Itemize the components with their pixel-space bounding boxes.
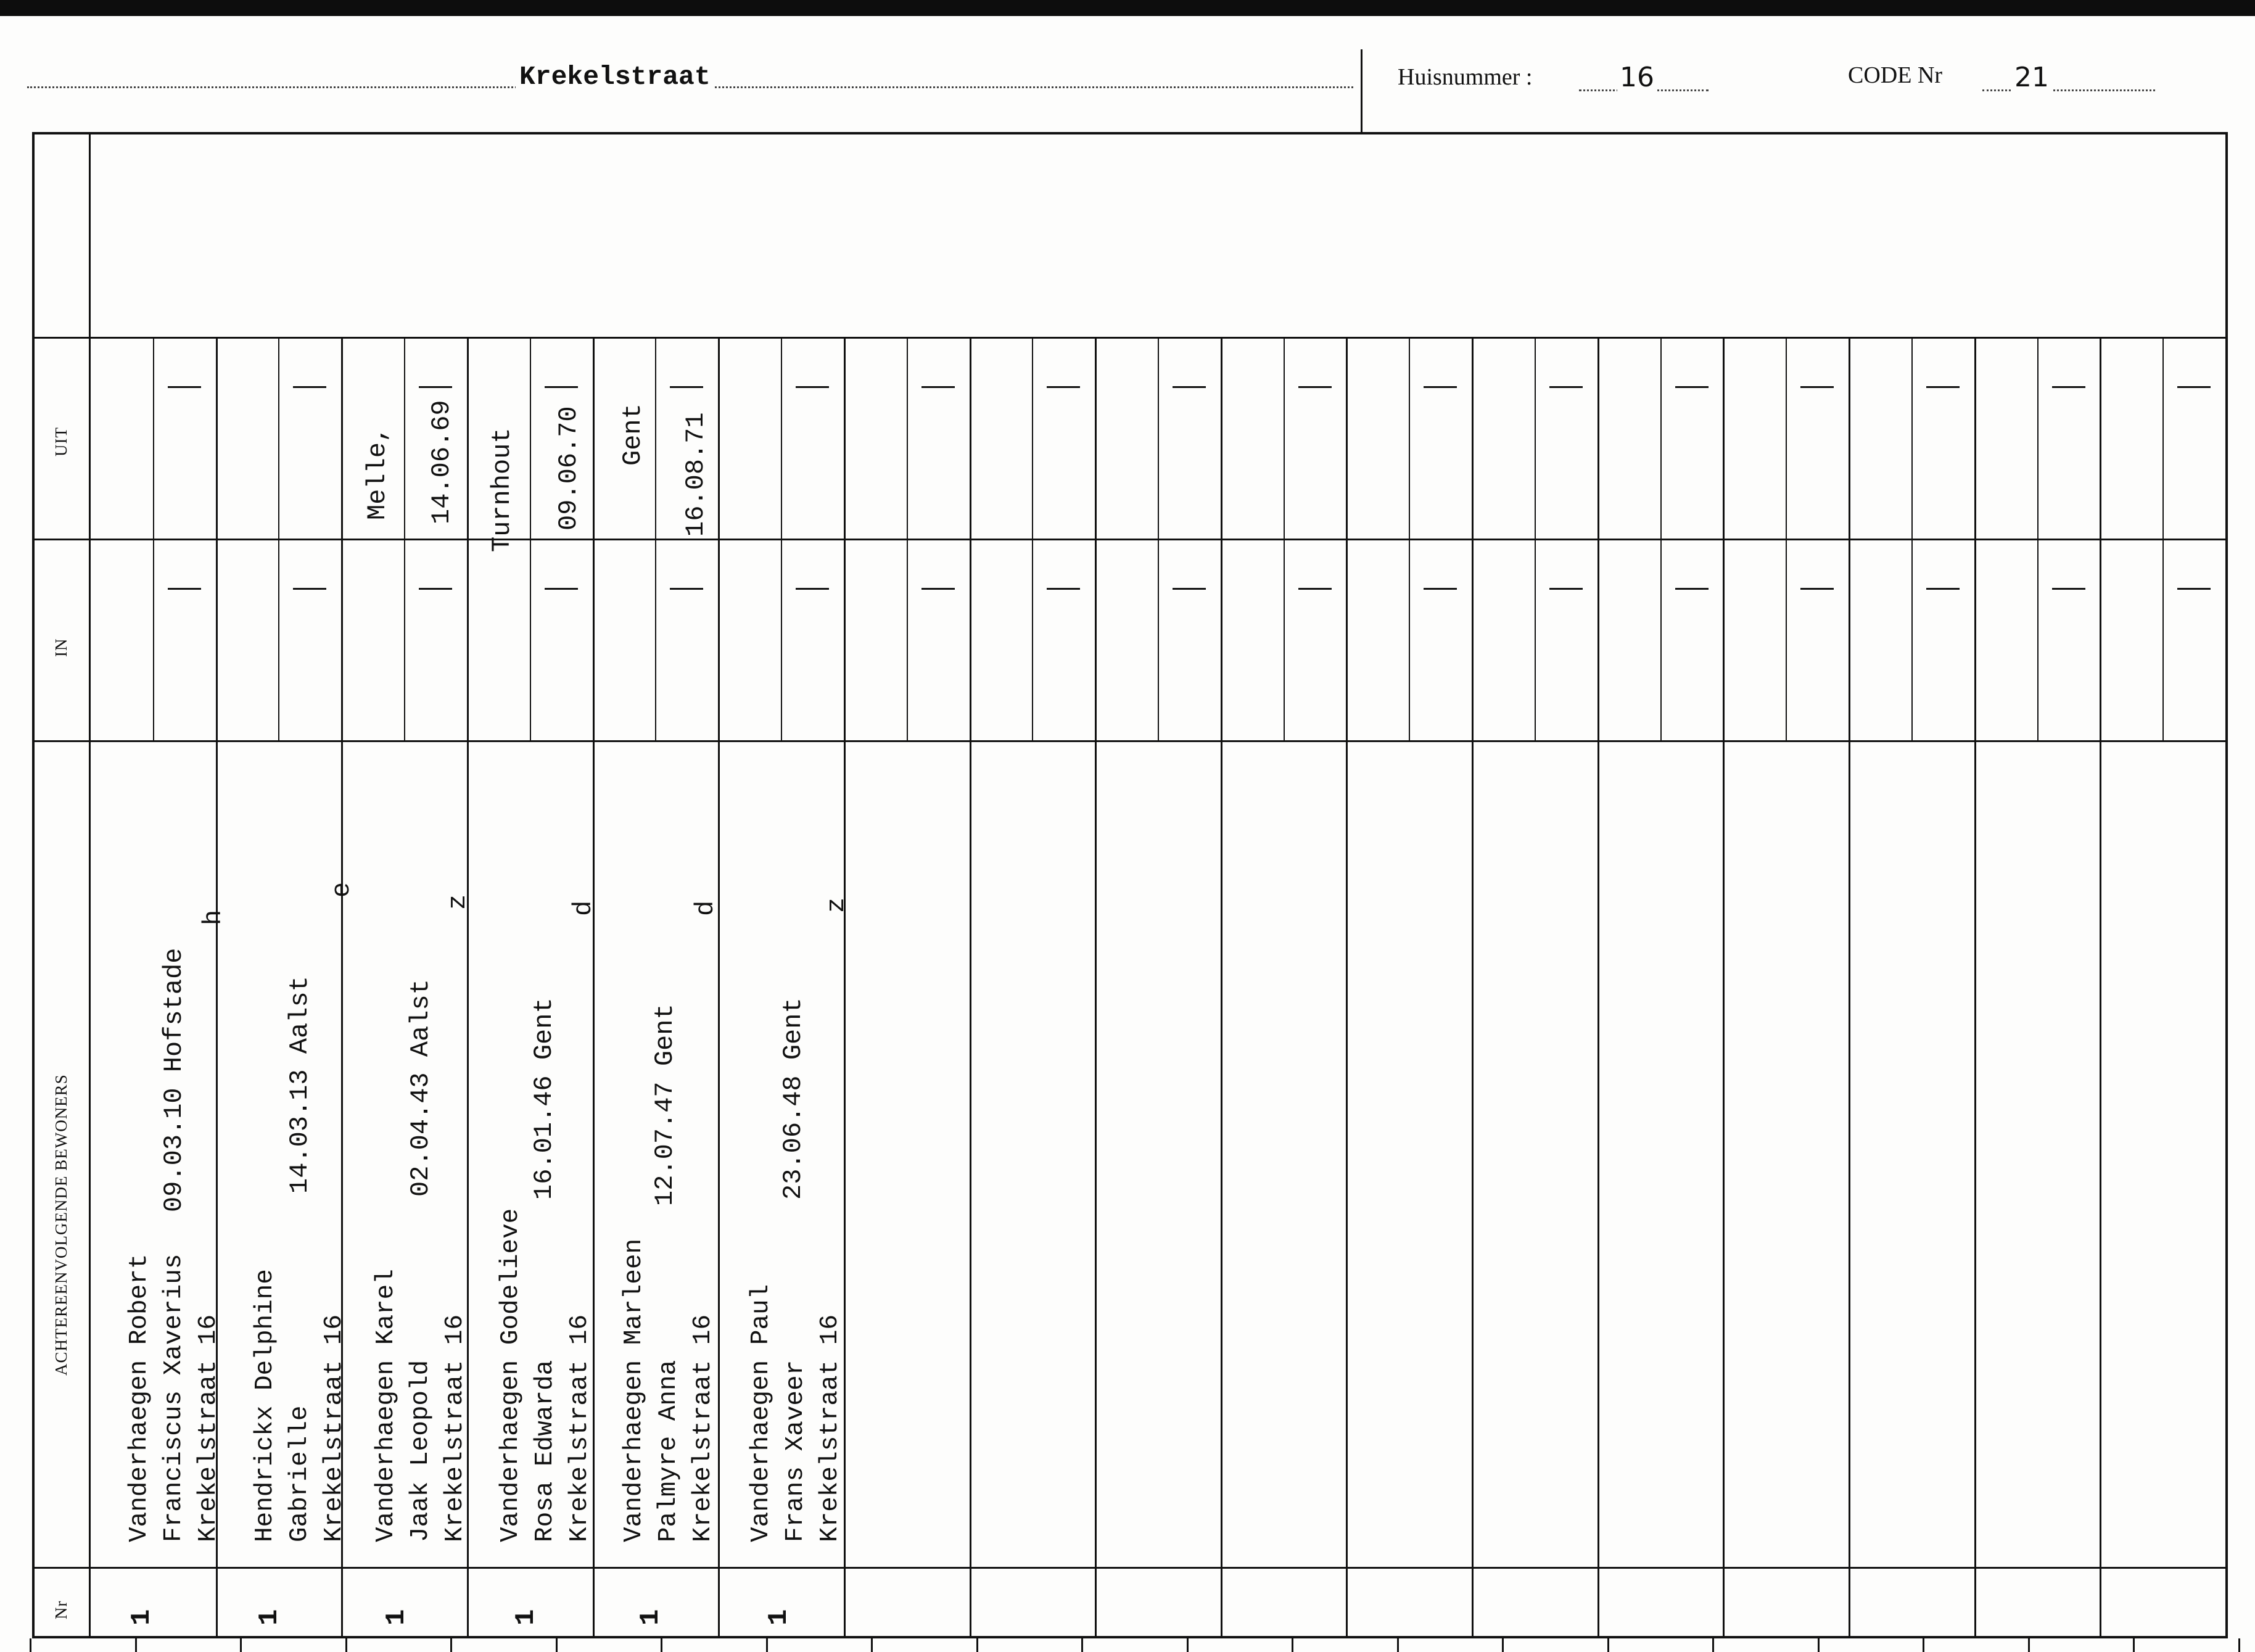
column-divider (2100, 337, 2101, 1637)
code-label: CODE Nr (1848, 62, 1943, 88)
sub-column-divider (655, 337, 656, 741)
resident-2-given-names: Gabrielle (286, 1405, 314, 1542)
resident-5-name: Vanderhaegen Marleen (620, 1238, 648, 1542)
bottom-edge-tick (345, 1638, 347, 1652)
sub-column-divider (278, 337, 279, 741)
resident-4-birth: 16.01.46 Gent (529, 997, 559, 1200)
empty-entry-dash (1424, 386, 1457, 388)
bottom-edge-tick (766, 1638, 768, 1652)
table-bottom-border (32, 1636, 2228, 1638)
resident-4-nr: 1 (511, 1609, 542, 1625)
column-divider (1221, 337, 1222, 1637)
sub-column-divider (1284, 337, 1285, 741)
resident-3-uit-place: Melle, (363, 426, 392, 520)
resident-4-uit-place: Turnhout (487, 427, 517, 552)
resident-4-names (493, 1208, 597, 1542)
empty-entry-dash (545, 386, 578, 388)
empty-entry-dash (670, 386, 703, 388)
empty-entry-dash (2177, 588, 2211, 590)
bottom-edge-tick (2028, 1638, 2030, 1652)
empty-entry-dash (1675, 588, 1709, 590)
code-value: 21 (2012, 62, 2051, 93)
rule-top-section-bottom (32, 337, 2228, 339)
empty-entry-dash (293, 588, 326, 590)
resident-2-nr: 1 (254, 1609, 285, 1625)
house-number-label: Huisnummer : (1398, 64, 1533, 90)
empty-entry-dash (796, 588, 829, 590)
empty-entry-dash (1549, 588, 1583, 590)
resident-6-birth: 23.06.48 Gent (778, 997, 808, 1200)
empty-entry-dash (419, 386, 452, 388)
column-divider (1472, 337, 1474, 1637)
table-left-border (32, 132, 35, 1637)
empty-entry-dash (1926, 588, 1960, 590)
sub-column-divider (1911, 337, 1913, 741)
empty-entry-dash (2177, 386, 2211, 388)
bottom-edge-tick (1818, 1638, 1820, 1652)
bottom-edge-tick (240, 1638, 242, 1652)
resident-2-birth: 14.03.13 Aalst (285, 976, 315, 1194)
resident-6-given-names: Frans Xaveer (781, 1360, 810, 1542)
bottom-edge-tick (2133, 1638, 2135, 1652)
label-column-divider (89, 132, 91, 1637)
resident-6-nr: 1 (764, 1609, 794, 1625)
empty-entry-dash (1800, 386, 1834, 388)
bottom-edge-tick (871, 1638, 873, 1652)
empty-entry-dash (1549, 386, 1583, 388)
column-divider (1974, 337, 1976, 1637)
scan-top-edge (0, 0, 2255, 16)
resident-1-names (122, 1254, 226, 1542)
resident-1-birth: 09.03.10 Hofstade (159, 948, 189, 1212)
empty-entry-dash (545, 588, 578, 590)
empty-entry-dash (168, 588, 201, 590)
resident-1-address: Krekelstraat 16 (194, 1314, 223, 1542)
resident-3-nr: 1 (381, 1609, 412, 1625)
resident-2-code: e (327, 882, 357, 898)
empty-entry-dash (2052, 588, 2085, 590)
sub-column-divider (1032, 337, 1033, 741)
empty-entry-dash (796, 386, 829, 388)
bottom-edge-tick (450, 1638, 452, 1652)
resident-5-nr: 1 (635, 1609, 666, 1625)
resident-1-given-names: Franciscus Xaverius (160, 1253, 188, 1542)
rule-in-bottom (32, 740, 2228, 742)
resident-5-uit-date: 16.08.71 (681, 412, 711, 537)
empty-entry-dash (921, 588, 955, 590)
empty-entry-dash (1047, 588, 1080, 590)
sub-column-divider (1660, 337, 1662, 741)
row-label-residents: ACHTEREENVOLGENDE BEWONERS (52, 1074, 70, 1376)
empty-entry-dash (1298, 386, 1332, 388)
row-label-nr: Nr (52, 1600, 70, 1619)
header-divider (1361, 49, 1362, 132)
house-number-value: 16 (1617, 62, 1657, 93)
code-dotted-line (1982, 89, 2155, 91)
resident-3-address: Krekelstraat 16 (441, 1314, 469, 1542)
street-name: Krekelstraat (516, 62, 714, 92)
resident-6-code: z (822, 897, 851, 913)
sub-column-divider (2162, 337, 2164, 741)
empty-entry-dash (1173, 386, 1206, 388)
bottom-edge-tick (2238, 1638, 2240, 1652)
empty-entry-dash (921, 386, 955, 388)
empty-entry-dash (293, 386, 326, 388)
bottom-edge-tick (1397, 1638, 1399, 1652)
resident-6-names (744, 1284, 847, 1542)
sub-column-divider (2037, 337, 2039, 741)
resident-4-code: d (569, 900, 598, 916)
bottom-edge-tick (661, 1638, 662, 1652)
bottom-edge-tick (1502, 1638, 1504, 1652)
resident-5-uit-place: Gent (618, 403, 648, 466)
resident-5-names (617, 1239, 720, 1542)
resident-4-address: Krekelstraat 16 (566, 1314, 594, 1542)
row-label-uit: UIT (52, 427, 70, 456)
empty-entry-dash (1800, 588, 1834, 590)
empty-entry-dash (670, 588, 703, 590)
empty-entry-dash (168, 386, 201, 388)
row-label-in: IN (52, 638, 70, 657)
rule-uit-bottom (32, 539, 2228, 540)
column-divider (1346, 337, 1348, 1637)
column-divider (970, 337, 971, 1637)
bottom-edge-tick (1712, 1638, 1714, 1652)
sub-column-divider (781, 337, 782, 741)
table-right-border (2225, 132, 2228, 1637)
resident-4-uit-date: 09.06.70 (554, 406, 583, 531)
resident-1-code: h (199, 909, 228, 925)
resident-5-given-names: Palmyre Anna (654, 1360, 683, 1542)
column-divider (1095, 337, 1097, 1637)
bottom-edge-tick (135, 1638, 137, 1652)
empty-entry-dash (2052, 386, 2085, 388)
sub-column-divider (1535, 337, 1536, 741)
bottom-edge-tick (1923, 1638, 1924, 1652)
resident-5-birth: 12.07.47 Gent (650, 1004, 680, 1206)
header-bottom-rule (32, 132, 2228, 134)
resident-4-given-names: Rosa Edwarda (531, 1360, 559, 1542)
resident-1-nr: 1 (126, 1609, 157, 1625)
sub-column-divider (1409, 337, 1410, 741)
resident-3-uit-date: 14.06.69 (427, 400, 456, 524)
bottom-edge-tick (556, 1638, 558, 1652)
resident-1-name: Vanderhaegen Robert (125, 1253, 154, 1542)
bottom-edge-tick (30, 1638, 31, 1652)
bottom-edge-tick (1607, 1638, 1609, 1652)
resident-3-name: Vanderhaegen Karel (372, 1269, 400, 1542)
resident-5-code: d (691, 900, 720, 916)
resident-3-birth: 02.04.43 Aalst (406, 979, 435, 1197)
bottom-edge-tick (1187, 1638, 1189, 1652)
resident-2-names (248, 1269, 352, 1542)
resident-3-names (369, 1269, 472, 1542)
empty-entry-dash (1173, 588, 1206, 590)
empty-entry-dash (1298, 588, 1332, 590)
resident-2-name: Hendrickx Delphine (251, 1269, 279, 1542)
sub-column-divider (153, 337, 154, 741)
rule-residents-bottom (32, 1567, 2228, 1569)
empty-entry-dash (1675, 386, 1709, 388)
sub-column-divider (404, 337, 405, 741)
sub-column-divider (1786, 337, 1787, 741)
empty-entry-dash (419, 588, 452, 590)
sub-column-divider (907, 337, 908, 741)
column-divider (1597, 337, 1599, 1637)
bottom-edge-tick (1292, 1638, 1293, 1652)
sub-column-divider (1158, 337, 1159, 741)
resident-2-address: Krekelstraat 16 (320, 1314, 348, 1542)
sub-column-divider (530, 337, 531, 741)
empty-entry-dash (1047, 386, 1080, 388)
bottom-edge-tick (1081, 1638, 1083, 1652)
empty-entry-dash (1424, 588, 1457, 590)
resident-4-name: Vanderhaegen Godelieve (497, 1208, 525, 1542)
column-divider (1849, 337, 1850, 1637)
resident-3-code: z (443, 894, 472, 910)
resident-6-address: Krekelstraat 16 (816, 1314, 844, 1542)
column-divider (1723, 337, 1725, 1637)
resident-5-address: Krekelstraat 16 (689, 1314, 717, 1542)
resident-3-given-names: Jaak Leopold (406, 1360, 435, 1542)
resident-6-name: Vanderhaegen Paul (747, 1284, 775, 1542)
bottom-edge-tick (976, 1638, 978, 1652)
empty-entry-dash (1926, 386, 1960, 388)
